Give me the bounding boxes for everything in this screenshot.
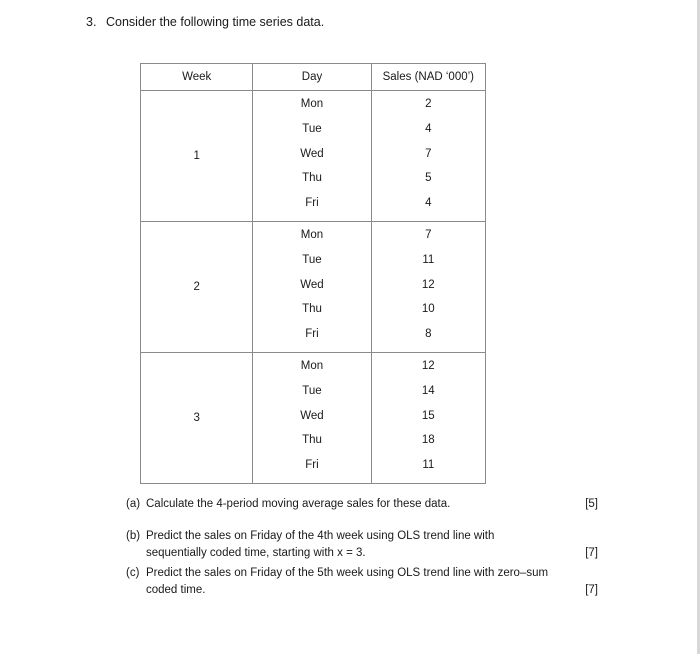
- sales-value: 15: [421, 409, 435, 422]
- question-text: Consider the following time series data.: [106, 15, 325, 29]
- week-cell: 3: [141, 352, 253, 483]
- day-value: Mon: [300, 98, 324, 110]
- sales-value: 14: [421, 384, 435, 397]
- table-row-week-3: [141, 352, 486, 483]
- question-number: 3.: [86, 15, 97, 29]
- week-cell: 1: [141, 91, 253, 222]
- day-cell: [253, 352, 371, 483]
- part-label: (c): [126, 567, 140, 579]
- day-value: Wed: [300, 147, 324, 160]
- day-value: Thu: [302, 303, 322, 316]
- question-heading: [86, 15, 324, 29]
- table-row-week-1: [141, 91, 486, 222]
- part-marks: [7]: [585, 584, 598, 596]
- sales-value: 11: [422, 459, 435, 472]
- sales-value: 7: [425, 228, 432, 241]
- header-day: Day: [253, 64, 371, 91]
- part-label: (a): [126, 498, 141, 510]
- day-value: Thu: [302, 434, 322, 447]
- part-c: [126, 565, 598, 599]
- sales-value: 12: [421, 278, 435, 291]
- day-value: Fri: [305, 328, 319, 341]
- sales-cell: [371, 91, 485, 222]
- part-marks: [7]: [585, 547, 598, 559]
- sales-value: 10: [421, 303, 435, 316]
- sales-value: 2: [425, 98, 432, 110]
- time-series-table: [140, 63, 486, 484]
- day-value: Fri: [305, 459, 319, 472]
- sales-value: 5: [425, 172, 432, 185]
- sales-cell: [371, 352, 485, 483]
- sales-value: 11: [422, 253, 435, 266]
- header-sales: Sales (NAD ‘000’): [371, 64, 485, 91]
- table-header-row: [141, 64, 486, 91]
- sales-value: 4: [425, 197, 432, 210]
- part-a: [126, 496, 598, 513]
- day-value: Tue: [302, 122, 322, 135]
- part-text: Calculate the 4-period moving average sales for these data.: [146, 498, 451, 510]
- day-value: Mon: [300, 228, 324, 241]
- day-cell: [253, 91, 371, 222]
- header-week: Week: [141, 64, 253, 91]
- sales-value: 4: [425, 122, 432, 135]
- sales-value: 7: [425, 147, 432, 160]
- part-marks: [5]: [585, 498, 598, 510]
- part-text: Predict the sales on Friday of the 5th week using OLS trend line with zero–sum coded time.: [146, 567, 549, 596]
- day-value: Fri: [305, 197, 319, 210]
- part-label: (b): [126, 530, 141, 542]
- question-parts: [126, 496, 598, 599]
- sales-value: 18: [421, 434, 435, 447]
- day-value: Thu: [302, 172, 322, 185]
- day-value: Wed: [300, 409, 324, 422]
- day-value: Tue: [302, 253, 322, 266]
- day-value: Tue: [302, 384, 322, 397]
- sales-value: 8: [425, 328, 432, 341]
- part-b: [126, 528, 598, 562]
- part-text: Predict the sales on Friday of the 4th week using OLS trend line with sequentially coded time, starting with x = 3.: [146, 530, 495, 559]
- week-cell: 2: [141, 221, 253, 352]
- day-value: Mon: [300, 359, 324, 372]
- table-row-week-2: [141, 221, 486, 352]
- day-value: Wed: [300, 278, 324, 291]
- day-cell: [253, 221, 371, 352]
- sales-value: 12: [421, 359, 435, 372]
- sales-cell: [371, 221, 485, 352]
